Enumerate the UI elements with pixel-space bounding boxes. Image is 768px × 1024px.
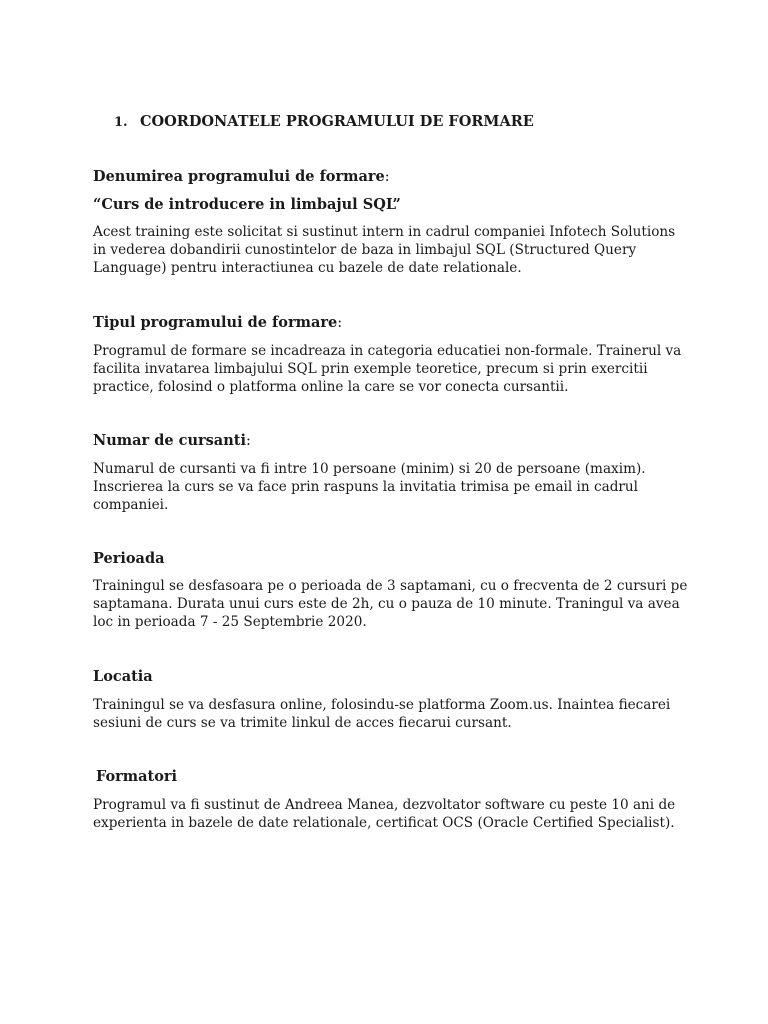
participants-label-text: Numar de cursanti	[93, 432, 246, 449]
program-name-label-text: Denumirea programului de formare	[93, 168, 385, 185]
period-description	[93, 577, 693, 631]
participants-label	[93, 432, 251, 449]
text-line: Programul de formare se incadreaza in categoria educatiei non-formale. Trainerul va	[93, 343, 682, 359]
program-name-description	[93, 223, 693, 277]
heading-number: 1.	[114, 115, 128, 130]
text-line: companiei.	[93, 497, 169, 513]
text-line: facilita invatarea limbajului SQL prin exemple teoretice, precum si prin exercitii	[93, 361, 648, 377]
trainers-description	[93, 796, 693, 832]
text-line: Numarul de cursanti va fi intre 10 persoane (minim) si 20 de persoane (maxim).	[93, 461, 646, 477]
participants-description	[93, 460, 693, 514]
location-label: Locatia	[93, 668, 153, 685]
text-line: Language) pentru interactiunea cu bazele de date relationale.	[93, 260, 522, 276]
text-line: saptamana. Durata unui curs este de 2h, cu o pauza de 10 minute. Traningul va avea	[93, 596, 680, 612]
participants-colon: :	[245, 433, 251, 449]
period-label: Perioada	[93, 550, 165, 567]
program-type-label-text: Tipul programului de formare	[93, 314, 338, 331]
text-line: Trainingul se va desfasura online, folosindu-se platforma Zoom.us. Inaintea fiecarei	[93, 697, 671, 713]
trainers-label: Formatori	[96, 768, 178, 785]
text-line: Trainingul se desfasoara pe o perioada de 3 saptamani, cu o frecventa de 2 cursuri pe	[93, 578, 688, 594]
text-line: Programul va fi sustinut de Andreea Manea, dezvoltator software cu peste 10 ani de	[93, 797, 676, 813]
text-line: Acest training este solicitat si sustinut intern in cadrul companiei Infotech Solutions	[93, 224, 676, 240]
program-title: “Curs de introducere in limbajul SQL”	[93, 196, 401, 213]
text-line: sesiuni de curs se va trimite linkul de acces fiecarui cursant.	[93, 715, 512, 731]
text-line: Inscrierea la curs se va face prin raspuns la invitatia trimisa pe email in cadrul	[93, 479, 639, 495]
text-line: loc in perioada 7 - 25 Septembrie 2020.	[93, 614, 367, 630]
program-name-colon: :	[384, 169, 390, 185]
location-description	[93, 696, 693, 732]
text-line: in vederea dobandirii cunostintelor de baza in limbajul SQL (Structured Query	[93, 242, 637, 258]
text-line: experienta in bazele de date relationale, certificat OCS (Oracle Certified Specialist).	[93, 815, 675, 831]
section-heading	[114, 113, 534, 130]
text-line: practice, folosind o platforma online la care se vor conecta cursantii.	[93, 379, 569, 395]
program-type-description	[93, 342, 693, 396]
program-type-colon: :	[337, 315, 343, 331]
program-name-label	[93, 168, 390, 185]
program-type-label	[93, 314, 342, 331]
heading-text: COORDONATELE PROGRAMULUI DE FORMARE	[140, 113, 534, 130]
